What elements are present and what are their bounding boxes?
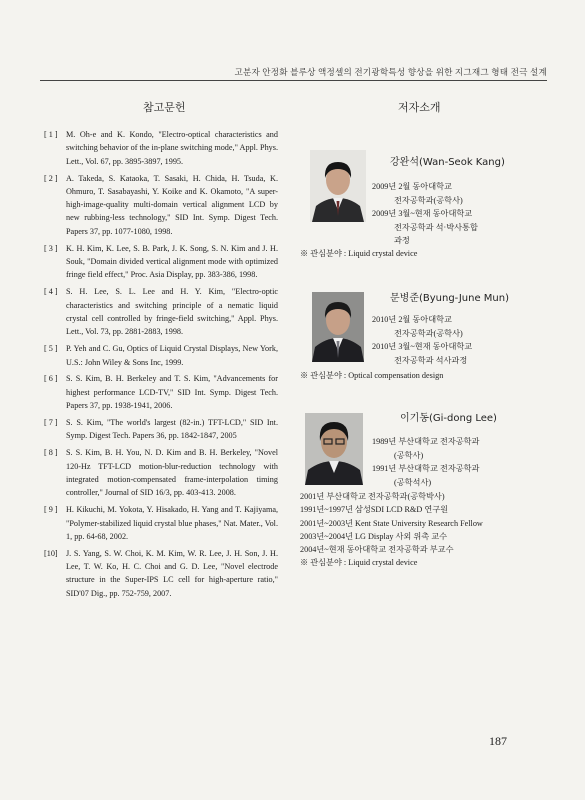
reference-text: H. Kikuchi, M. Yokota, Y. Hisakado, H. Yang and T. Kajiyama, "Polymer-stabilized liquid crystal blue phases," Nat. Mater., Vol. 1, pp. 64-68, 2002. xyxy=(66,505,278,541)
reference-text: J. S. Yang, S. W. Choi, K. M. Kim, W. R. Lee, J. H. Son, J. H. Lee, T. W. Ko, H. C. Choi and G. D. Lee, "Novel electrode structure in the Super-IPS LC cell for high-aperture ratio," SID'07 Dig., pp. 752-759, 2007. xyxy=(66,548,278,598)
author-bio xyxy=(372,313,472,367)
reference-number: [ 8 ] xyxy=(44,448,58,458)
reference-item xyxy=(44,242,278,282)
running-header: 고분자 안정화 블루상 액정셀의 전기광학특성 향상을 위한 지그재그 형태 전극 설계 xyxy=(234,67,547,77)
author-career xyxy=(300,490,483,556)
bio-line: 2001년~2003년 Kent State University Research Fellow xyxy=(300,518,483,528)
page-number: 187 xyxy=(489,734,507,748)
bio-line: 2010년 2월 동아대학교 xyxy=(372,315,452,324)
author-name: 강완석(Wan-Seok Kang) xyxy=(390,157,505,168)
bio-line: 2001년 부산대학교 전자공학과(공학박사) xyxy=(300,492,445,501)
bio-line: 과정 xyxy=(394,236,410,245)
reference-item xyxy=(44,416,278,443)
bio-line: 전자공학과 석·박사통합 xyxy=(394,222,478,232)
reference-number: [10] xyxy=(44,548,58,558)
author-photo xyxy=(305,413,363,485)
bio-line: 전자공학과(공학사) xyxy=(394,328,463,338)
author-photo xyxy=(312,292,364,362)
reference-item xyxy=(44,446,278,499)
bio-line: 전자공학과 석사과정 xyxy=(394,355,468,365)
bio-line: 2003년~2004년 LG Display 사외 위촉 교수 xyxy=(300,531,448,541)
author-bio xyxy=(372,435,479,489)
bio-line: (공학석사) xyxy=(394,477,432,487)
reference-text: K. H. Kim, K. Lee, S. B. Park, J. K. Song, S. N. Kim and J. H. Souk, "Domain divided vertical alignment mode with optimized fringe field effect," Proc. Asia Display, pp. 383-386, 1998. xyxy=(66,243,278,280)
bio-line: 2010년 3월~현재 동아대학교 xyxy=(372,342,473,351)
reference-list xyxy=(44,128,278,604)
bio-line: 1991년~1997년 삼성SDI LCD R&D 연구원 xyxy=(300,505,449,515)
bio-line: 2009년 2월 동아대학교 xyxy=(372,182,452,191)
author-interest: ※ 관심분야 : Liquid crystal device xyxy=(300,558,418,567)
reference-item xyxy=(44,503,278,543)
references-title: 참고문헌 xyxy=(143,101,186,114)
portrait-photo-icon xyxy=(310,150,366,222)
reference-number: [ 2 ] xyxy=(44,173,58,183)
reference-text: A. Takeda, S. Kataoka, T. Sasaki, H. Chida, H. Tsuda, K. Ohmuro, T. Sasabayashi, Y. Koike and K. Okamoto, "A super-high-image-quality multi-domain vertical alignment LCD by new rubbing-less technology," SID Int. Symp. Digest Tech. Papers 37, pp. 1077-1080, 1998. xyxy=(66,173,278,236)
reference-text: P. Yeh and C. Gu, Optics of Liquid Crystal Displays, New York, U.S.: John Wiley & Sons Inc, 1999. xyxy=(66,344,278,367)
reference-number: [ 3 ] xyxy=(44,243,58,253)
author-photo xyxy=(310,150,366,222)
reference-item xyxy=(44,128,278,168)
portrait-photo-icon xyxy=(305,413,363,485)
author-name: 이기동(Gi-dong Lee) xyxy=(400,413,497,424)
author-bio xyxy=(372,180,478,248)
reference-number: [ 6 ] xyxy=(44,374,58,384)
author-name: 문병준(Byung-June Mun) xyxy=(390,293,510,304)
reference-number: [ 1 ] xyxy=(44,130,58,139)
reference-number: [ 9 ] xyxy=(44,505,58,515)
reference-number: [ 7 ] xyxy=(44,418,58,428)
authors-title: 저자소개 xyxy=(398,101,441,114)
reference-item xyxy=(44,342,278,369)
reference-number: [ 5 ] xyxy=(44,344,58,354)
bio-line: 1991년 부산대학교 전자공학과 xyxy=(372,464,480,473)
bio-line: 전자공학과(공학사) xyxy=(394,195,463,205)
bio-line: 1989년 부산대학교 전자공학과 xyxy=(372,437,480,446)
reference-text: S. S. Kim, B. H. Berkeley and T. S. Kim, "Advancements for highest performance LCD-TV," SID Int. Symp. Digest Tech. Papers 37, pp. 1938-1941, 2006. xyxy=(66,374,278,411)
reference-number: [ 4 ] xyxy=(44,287,58,297)
reference-item xyxy=(44,285,278,338)
reference-text: S. S. Kim, "The world's largest (82-in.) TFT-LCD," SID Int. Symp. Digest Tech. Papers 36, pp. 1842-1847, 2005 xyxy=(66,418,278,441)
reference-text: M. Oh-e and K. Kondo, "Electro-optical characteristics and switching behavior of the in-plane switching mode," Appl. Phys. Lett., Vol. 67, pp. 3895-3897, 1995. xyxy=(66,130,278,166)
reference-text: S. S. Kim, B. H. You, N. D. Kim and B. H. Berkeley, "Novel 120-Hz TFT-LCD motion-blur-reduction technology with integrated motion-compensated frame-interpolation timing controller," Journal of SID 16/3, pp. 403-413. 2008. xyxy=(66,448,278,498)
author-interest: ※ 관심분야 : Liquid crystal device xyxy=(300,249,418,258)
reference-item xyxy=(44,547,278,600)
bio-line: 2009년 3월~현재 동아대학교 xyxy=(372,209,473,218)
author-interest: ※ 관심분야 : Optical compensation design xyxy=(300,371,444,380)
bio-line: (공학사) xyxy=(394,450,424,460)
reference-text: S. H. Lee, S. L. Lee and H. Y. Kim, "Electro-optic characteristics and switching principle of a nematic liquid crystal cell controlled by fringe-field switching," Appl. Phys. Lett., Vol. 73, pp. 2881-2883, 1998. xyxy=(66,287,278,337)
header-rule xyxy=(40,80,547,81)
reference-item xyxy=(44,172,278,238)
portrait-photo-icon xyxy=(312,292,364,362)
bio-line: 2004년~현재 동아대학교 전자공학과 부교수 xyxy=(300,545,454,555)
reference-item xyxy=(44,372,278,412)
